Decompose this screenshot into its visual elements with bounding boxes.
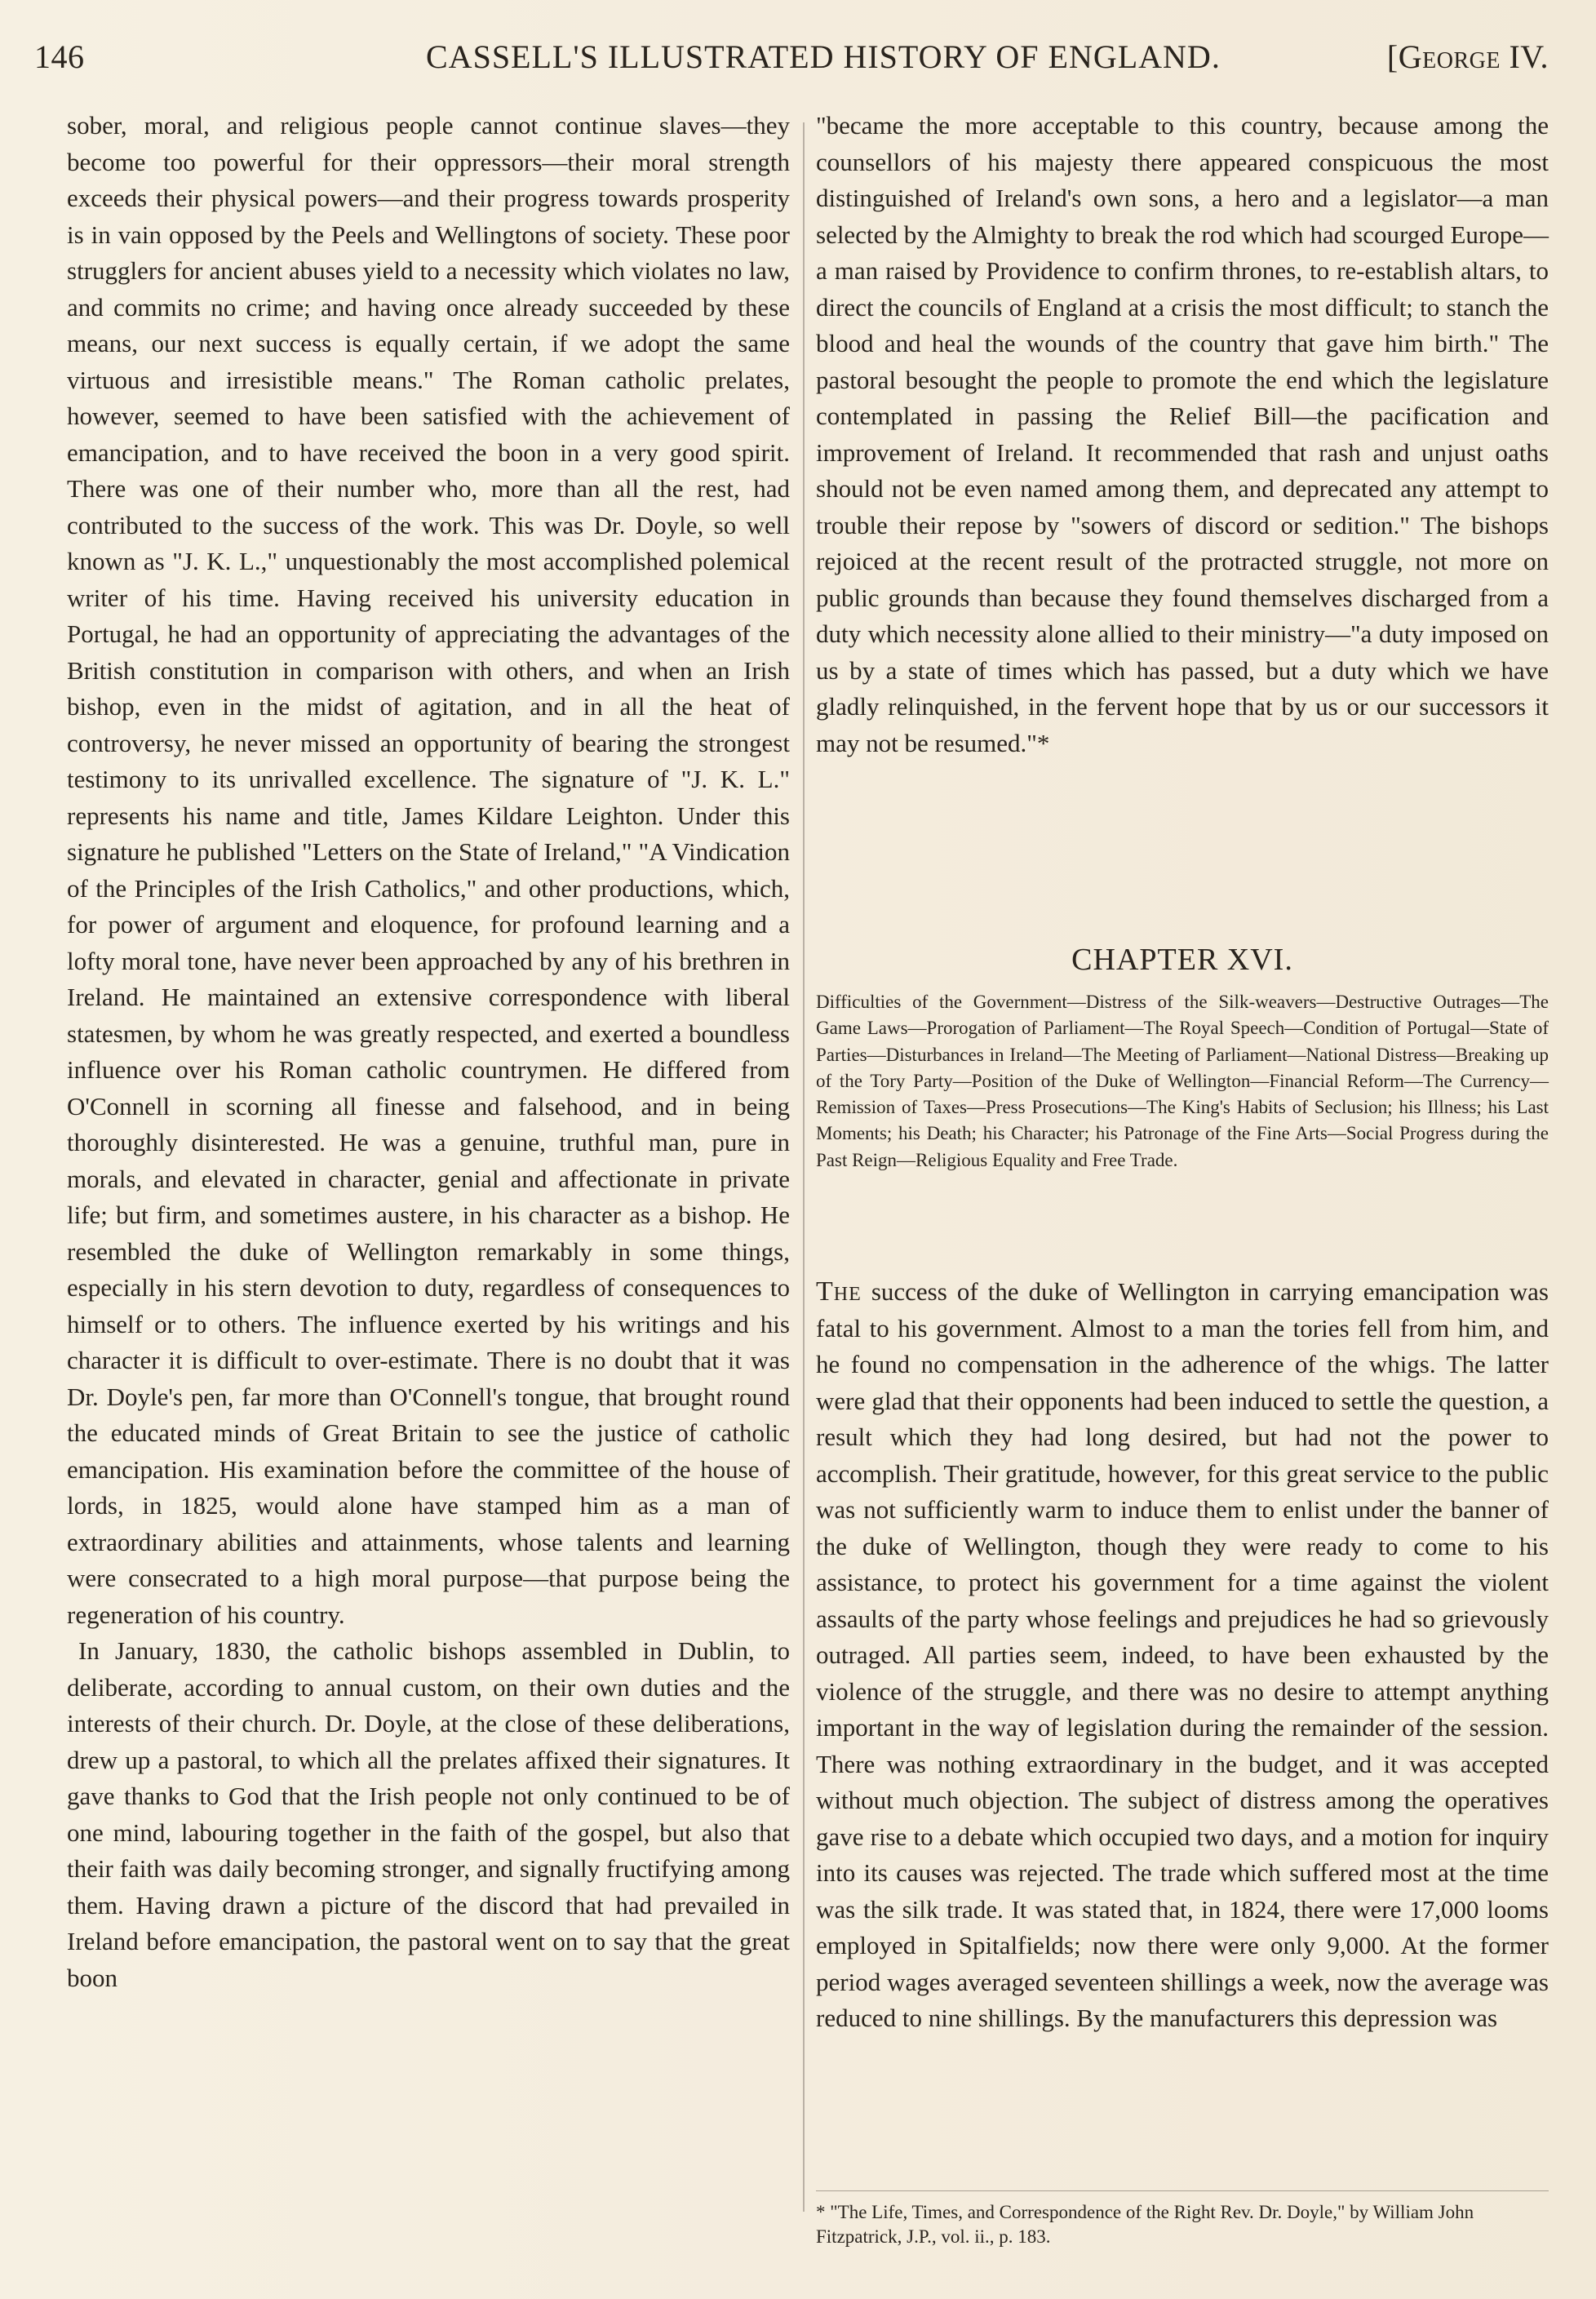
left-column	[67, 108, 790, 1996]
chapter-lead-word: The	[816, 1276, 862, 1307]
column-divider	[803, 122, 805, 2212]
right-paragraph-1: "became the more acceptable to this country, because among the counsellors of his majesty there appeared conspicuous the most distinguished of Ireland's own sons, a hero and a legislator—a man selected by the Almighty to break the rod which had scourged Europe—a man raised by Providence to confirm thrones, to re-establish altars, to direct the councils of England at a crisis the most difficult; to stanch the blood and heal the wounds of the country that gave him birth." The pastoral besought the people to promote the end which the legislature contemplated in passing the Relief Bill—the pacification and improvement of Ireland. It recommended that rash and unjust oaths should not be even named among them, and deprecated any attempt to trouble their repose by "sowers of discord or sedition." The bishops rejoiced at the recent result of the protracted struggle, not more on public grounds than because they found themselves discharged from a duty which necessity alone allied to their ministry—"a duty imposed on us by a state of times which has passed, but a duty which we have gladly relinquished, in the fervent hope that by us or our successors it may not be resumed."*	[816, 111, 1549, 757]
right-column	[816, 108, 1549, 761]
page-number: 146	[34, 38, 85, 75]
book-title: CASSELL'S ILLUSTRATED HISTORY OF ENGLAND.	[426, 38, 1221, 75]
running-header	[34, 34, 1549, 80]
left-paragraph-1: sober, moral, and religious people cannot continue slaves—they become too powerful for their oppressors—their moral strength exceeds their physical powers—and their progress towards prosperity is in vain opposed by the Peels and Wellingtons of society. These poor strugglers for ancient abuses yield to a necessity which violates no law, and commits no crime; and having once already succeeded by these means, our next success is equally certain, if we adopt the same virtuous and irresistible means." The Roman catholic prelates, however, seemed to have been satisfied with the achievement of emancipation, and to have received the boon in a very good spirit. There was one of their number who, more than all the rest, had contributed to the success of the work. This was Dr. Doyle, so well known as "J. K. L.," unquestionably the most accomplished polemical writer of his time. Having received his university education in Portugal, he had an opportunity of appreciating the advantages of the British constitution in comparison with others, and when an Irish bishop, even in the midst of agitation, and in all the heat of controversy, he never missed an opportunity of bearing the strongest testimony to its unrivalled excellence. The signature of "J. K. L." represents his name and title, James Kildare Leighton. Under this signature he published "Letters on the State of Ireland," "A Vindication of the Principles of the Irish Catholics," and other productions, which, for power of argument and eloquence, for profound learning and a lofty moral tone, have never been approached by any of his brethren in Ireland. He maintained an extensive correspondence with liberal statesmen, by whom he was greatly respected, and exerted a boundless influence over his Roman catholic countrymen. He differed from O'Connell in scorning all finesse and falsehood, and in being thoroughly disinterested. He was a genuine, truthful man, pure in morals, and elevated in character, genial and affectionate in private life; but firm, and sometimes austere, in his character as a bishop. He resembled the duke of Wellington remarkably in some things, especially in his stern devotion to duty, regardless of consequences to himself or to others. The influence exerted by his writings and his character it is difficult to over-estimate. There is no doubt that it was Dr. Doyle's pen, far more than O'Connell's tongue, that brought round the educated minds of Great Britain to see the justice of catholic emancipation. His examination before the committee of the house of lords, in 1825, would alone have stamped him as a man of extraordinary abilities and attainments, whose talents and learning were consecrated to a high moral purpose—that purpose being the regeneration of his country.	[67, 111, 790, 1629]
footnote: * "The Life, Times, and Correspondence of the Right Rev. Dr. Doyle," by William John Fitzpatrick, J.P., vol. ii., p. 183.	[816, 2202, 1474, 2247]
footnote-rule	[816, 2190, 1549, 2191]
left-paragraph-2: In January, 1830, the catholic bishops assembled in Dublin, to deliberate, according to annual custom, on their own duties and the interests of their church. Dr. Doyle, at the close of these deliberations, drew up a pastoral, to which all the prelates affixed their signatures. It gave thanks to God that the Irish people not only continued to be of one mind, labouring together in the faith of the gospel, but also that their faith was daily becoming stronger, and signally fructifying among them. Having drawn a picture of the discord that had prevailed in Ireland before emancipation, the pastoral went on to say that the great boon	[67, 1636, 790, 1992]
chapter-summary: Difficulties of the Government—Distress of the Silk-weavers—Destructive Outrages—The Game Laws—Prorogation of Parliament—The Royal Speech—Condition of Portugal—State of Parties—Disturbances in Ireland—The Meeting of Parliament—National Distress—Breaking up of the Tory Party—Position of the Duke of Wellington—Financial Reform—The Currency—Remission of Taxes—Press Prosecutions—The King's Habits of Seclusion; his Illness; his Last Moments; his Death; his Character; his Patronage of the Fine Arts—Social Progress during the Past Reign—Religious Equality and Free Trade.	[816, 992, 1549, 1170]
chapter-body-text: success of the duke of Wellington in carrying emancipation was fatal to his government. Almost to a man the tories fell from him, and he found no compensation in the adherence of the whigs. The latter were glad that their opponents had been induced to settle the question, a result which they had long desired, but had not the power to accomplish. Their gratitude, however, for this great service to the public was not sufficiently warm to induce them to enlist under the banner of the duke of Wellington, though they were ready to come to his assistance, to protect his government for a time against the violent assaults of the party whose feelings and prejudices he had so grievously outraged. All parties seem, indeed, to have been exhausted by the violence of the struggle, and there was no desire to attempt anything important in the way of legislation during the remainder of the session. There was nothing extraordinary in the budget, and it was accepted without much objection. The subject of distress among the operatives gave rise to a debate which occupied two days, and a motion for inquiry into its causes was rejected. The trade which suffered most at the time was the silk trade. It was stated that, in 1824, there were 17,000 looms employed in Spitalfields; now there were only 9,000. At the former period wages averaged seventeen shillings a week, now the average was reduced to nine shillings. By the manufacturers this depression was	[816, 1277, 1549, 2032]
chapter-body	[816, 1249, 1549, 2062]
chapter-heading: CHAPTER XVI.	[1071, 943, 1293, 977]
section-label: [George IV.	[1386, 38, 1549, 75]
